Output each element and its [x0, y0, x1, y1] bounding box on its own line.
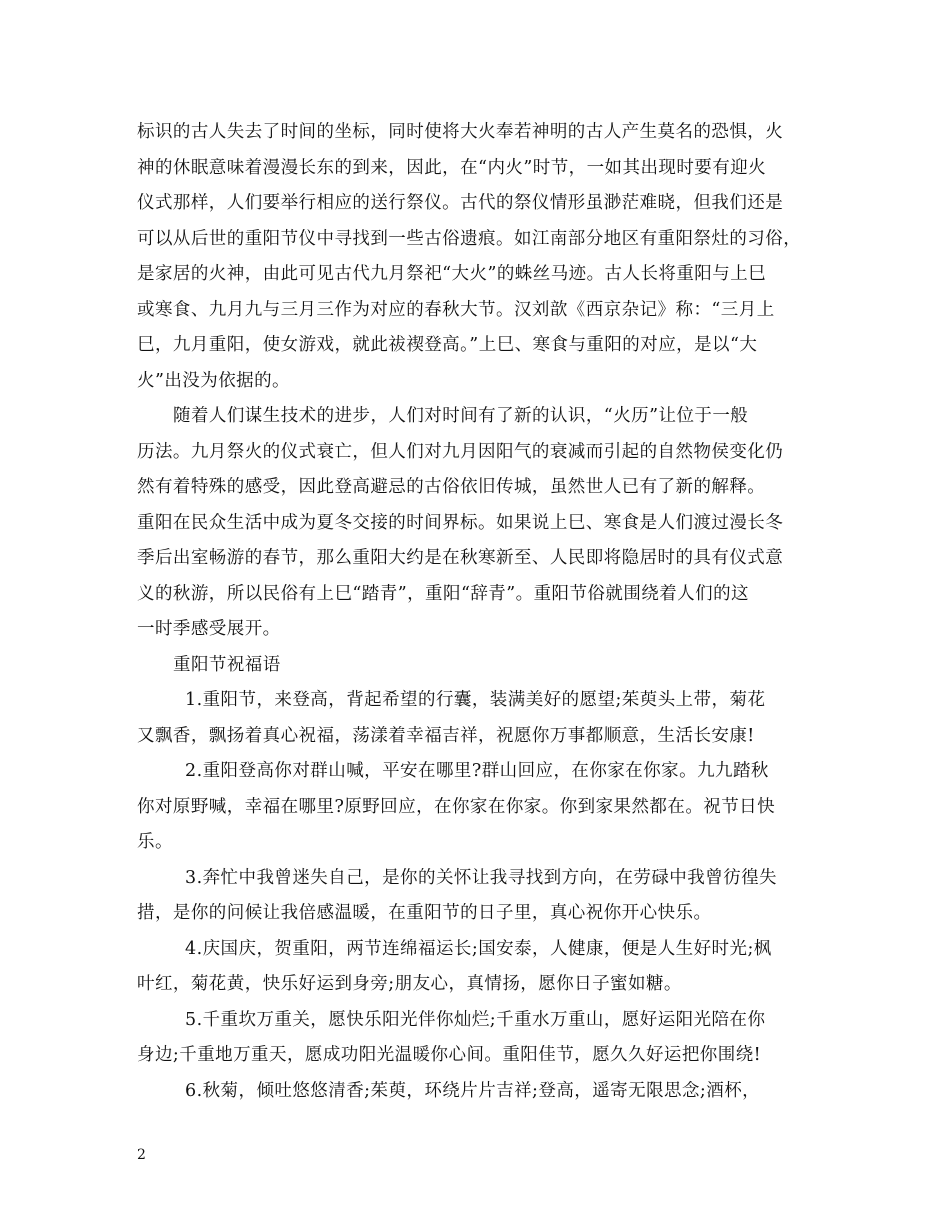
text-line: 巳，九月重阳，使女游戏，就此祓禊登高。”上巳、寒食与重阳的对应，是以“大	[137, 335, 758, 355]
text-line: 6.秋菊，倾吐悠悠清香;茱萸，环绕片片吉祥;登高，遥寄无限思念;酒杯，	[185, 1080, 761, 1101]
text-line: 神的休眠意味着漫漫长东的到来，因此，在“内火”时节，一如其出现时要有迎火	[137, 157, 767, 178]
text-line: 2.重阳登高你对群山喊，平安在哪里?群山回应，在你家在你家。九九踏秋	[185, 761, 769, 781]
text-line: 5.千重坎万重关，愿快乐阳光伴你灿烂;千重水万重山，愿好运阳光陪在你	[185, 1009, 766, 1030]
text-line: 历法。九月祭火的仪式衰亡，但人们对九月因阳气的衰减而引起的自然物侯变化仍	[137, 441, 784, 462]
text-line: 或寒食、九月九与三月三作为对应的春秋大节。汉刘歆《西京杂记》称：“三月上	[137, 299, 775, 320]
text-line: 3.奔忙中我曾迷失自己，是你的关怀让我寻找到方向，在劳碌中我曾彷徨失	[185, 867, 777, 888]
text-line: 可以从后世的重阳节仪中寻找到一些古俗遗痕。如江南部分地区有重阳祭灶的习俗，	[137, 228, 802, 249]
text-line: 季后出室畅游的春节，那么重阳大约是在秋寒新至、人民即将隐居时的具有仪式意	[137, 548, 784, 568]
text-line: 然有着特殊的感受，因此登高避忌的古俗依旧传城，虽然世人已有了新的解释。	[137, 477, 766, 497]
text-line: 义的秋游，所以民俗有上巳“踏青”，重阳“辞青”。重阳节俗就围绕着人们的这	[137, 583, 749, 604]
text-line: 4.庆国庆，贺重阳，两节连绵福运长;国安泰，人健康，便是人生好时光;枫	[185, 938, 772, 959]
section-heading: 重阳节祝福语	[173, 654, 281, 675]
text-line: 乐。	[137, 832, 173, 852]
text-line: 仪式那样，人们要举行相应的送行祭仪。古代的祭仪情形虽渺茫难晓，但我们还是	[137, 193, 784, 213]
text-line: 随着人们谋生技术的进步，人们对时间有了新的认识，“火历”让位于一般	[173, 406, 749, 426]
text-line: 一时季感受展开。	[137, 619, 281, 639]
text-line: 又飘香，飘扬着真心祝福，荡漾着幸福吉祥，祝愿你万事都顺意，生活长安康!	[137, 725, 755, 746]
text-line: 1.重阳节，来登高，背起希望的行囊，装满美好的愿望;茱萸头上带，菊花	[185, 690, 766, 710]
text-line: 措，是你的问候让我倍感温暖，在重阳节的日子里，真心祝你开心快乐。	[137, 903, 712, 923]
page-number: 2	[137, 1147, 146, 1163]
body-text	[137, 115, 827, 1109]
text-line: 重阳在民众生活中成为夏冬交接的时间界标。如果说上巳、寒食是人们渡过漫长冬	[137, 512, 784, 533]
text-line: 火”出没为依据的。	[137, 370, 290, 391]
text-line: 身边;千重地万重天，愿成功阳光温暖你心间。重阳佳节，愿久久好运把你围绕!	[137, 1045, 762, 1065]
text-line: 标识的古人失去了时间的坐标，同时使将大火奉若神明的古人产生莫名的恐惧，火	[137, 122, 784, 142]
text-line: 你对原野喊，幸福在哪里?原野回应，在你家在你家。你到家果然都在。祝节日快	[137, 796, 776, 817]
text-line: 叶红，菊花黄，快乐好运到身旁;朋友心，真情扬，愿你日子蜜如糖。	[137, 974, 682, 994]
text-line: 是家居的火神，由此可见古代九月祭祀“大火”的蛛丝马迹。古人长将重阳与上巳	[137, 264, 767, 284]
